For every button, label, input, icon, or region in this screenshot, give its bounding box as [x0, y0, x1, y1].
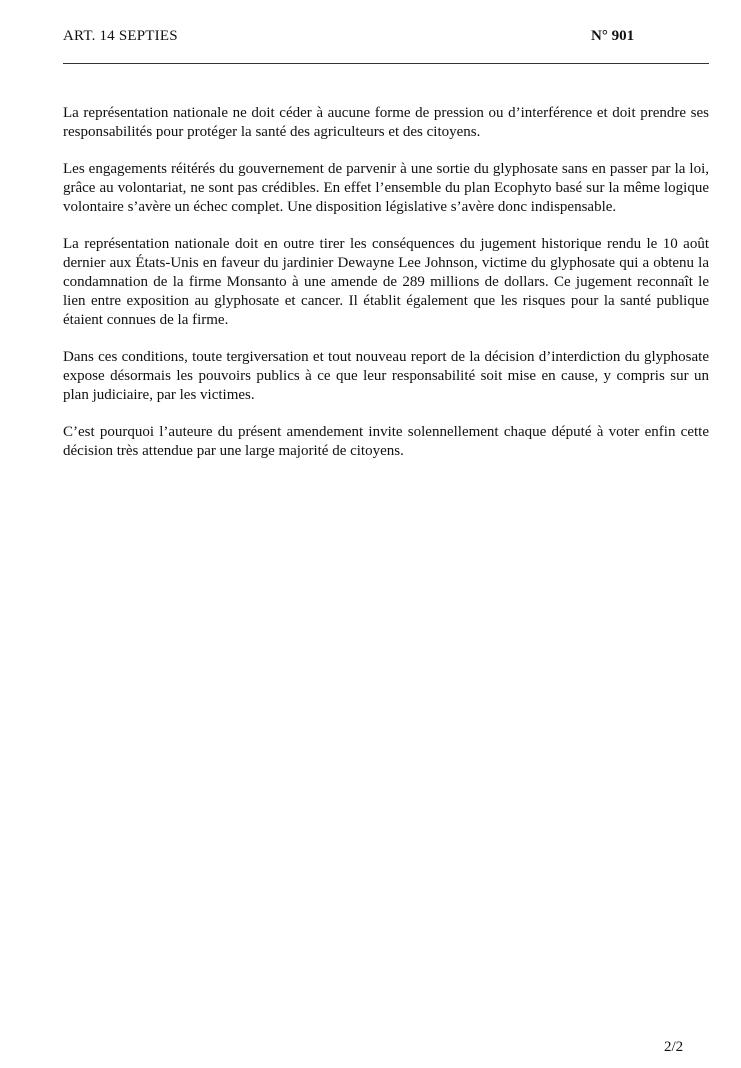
paragraph-4: Dans ces conditions, toute tergiversation et tout nouveau report de la décision d’interdiction du glyphosate expose désormais les pouvoirs publics à ce que leur responsabilité soit mise en cause, y compris sur un plan judiciaire, par les victimes.: [63, 349, 709, 403]
article-reference: ART. 14 SEPTIES: [63, 28, 178, 44]
paragraph-1: La représentation nationale ne doit céder à aucune forme de pression ou d’interférence et doit prendre ses responsabilités pour protéger la santé des agriculteurs et des citoyens.: [63, 105, 709, 140]
paragraph-3: La représentation nationale doit en outre tirer les conséquences du jugement historique rendu le 10 août dernier aux États-Unis en faveur du jardinier Dewayne Lee Johnson, victime du glyphosate qui a obtenu la condamnation de la firme Monsanto à une amende de 289 millions de dollars. Ce jugement reconnaît le lien entre exposition au glyphosate et cancer. Il établit également que les risques pour la santé publique étaient connues de la firme.: [63, 236, 709, 328]
paragraph-5: C’est pourquoi l’auteure du présent amendement invite solennellement chaque député à voter enfin cette décision très attendue par une large majorité de citoyens.: [63, 424, 709, 459]
amendment-number: N° 901: [591, 28, 635, 44]
paragraph-2: Les engagements réitérés du gouvernement de parvenir à une sortie du glyphosate sans en passer par la loi, grâce au volontariat, ne sont pas crédibles. En effet l’ensemble du plan Ecophyto basé sur la même logique volontaire s’avère un échec complet. Une disposition législative s’avère donc indispensable.: [63, 161, 709, 215]
amendment-body: [63, 104, 709, 479]
page-header: [63, 28, 709, 50]
header-divider: [63, 63, 709, 64]
page-number: 2/2: [664, 1039, 684, 1055]
